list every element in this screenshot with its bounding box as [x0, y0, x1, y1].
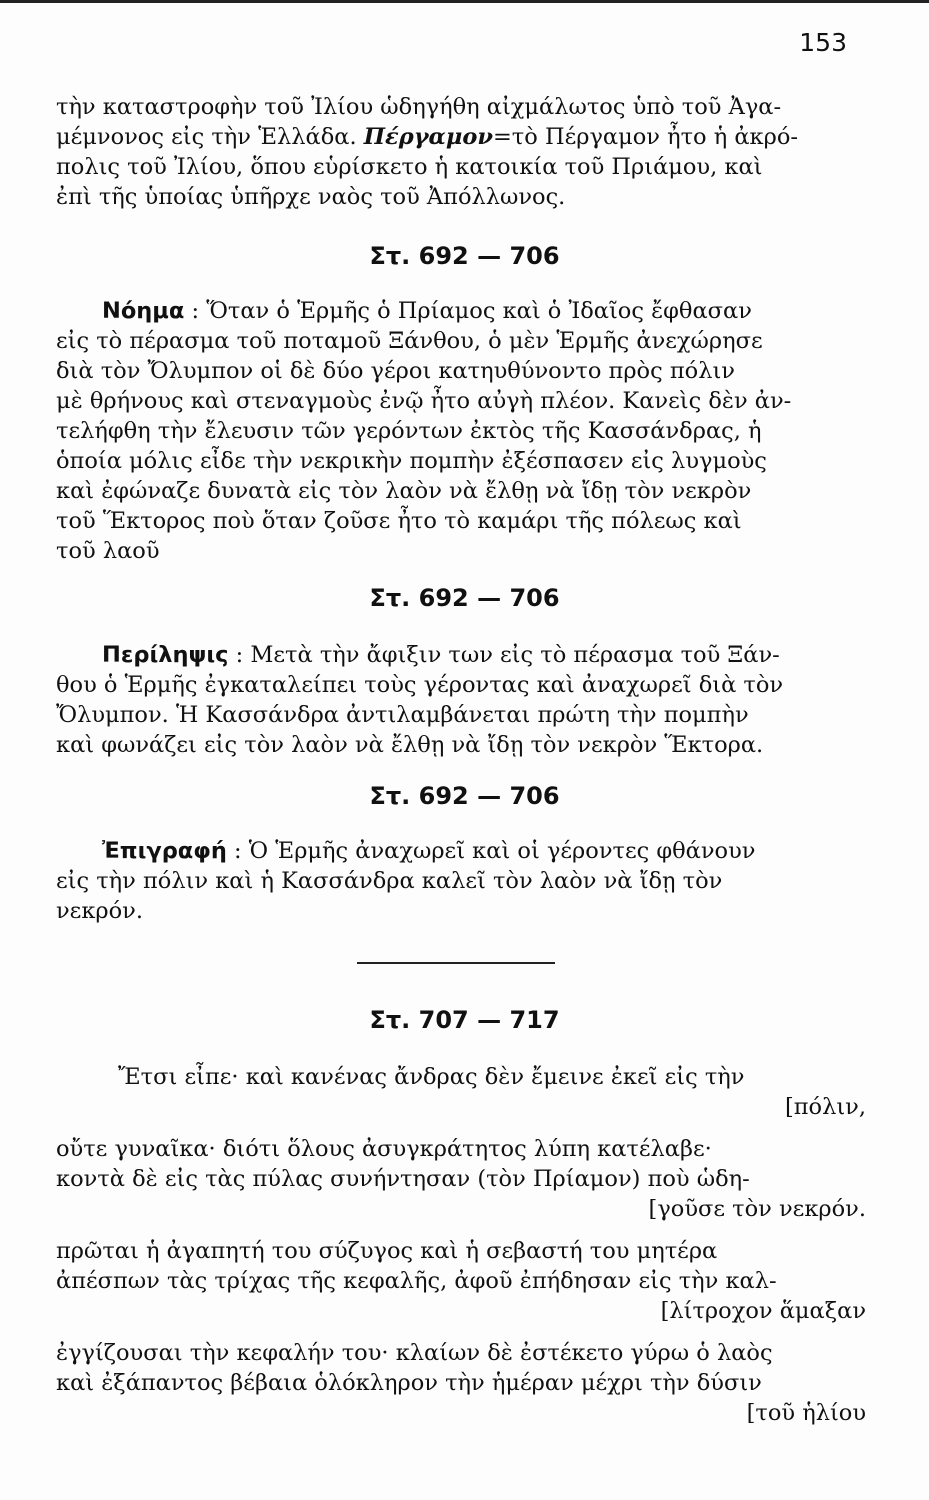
text-line: διὰ τὸν Ὄλυμπον οἱ δὲ δύο γέροι κατηυθύνοντο πρὸς πόλιν: [56, 358, 735, 384]
text-line: [56, 640, 856, 670]
section-heading: Στ. 692 — 706: [369, 584, 560, 612]
verse-line: ἐγγίζουσαι τὴν κεφαλήν του· κλαίων δὲ ἐστέκετο γύρω ὁ λαὸς: [56, 1340, 773, 1366]
verse-translation: [56, 1062, 866, 1428]
section-label: Περίληψις: [102, 642, 229, 668]
text-line: τοῦ λαοῦ: [56, 538, 160, 564]
text-line: πολις τοῦ Ἰλίου, ὅπου εὑρίσκετο ἡ κατοικία τοῦ Πριάμου, καὶ: [56, 154, 763, 180]
verse-line: καὶ ἐξάπαντος βέβαια ὁλόκληρον τὴν ἡμέραν μέχρι τὴν δύσιν: [56, 1370, 762, 1396]
text-line: καὶ ἐφώναζε δυνατὰ εἰς τὸν λαὸν νὰ ἔλθῃ νὰ ἴδῃ τὸν νεκρὸν: [56, 478, 752, 504]
verse-line: Ἔτσι εἶπε· καὶ κανένας ἄνδρας δὲν ἔμεινε ἐκεῖ εἰς τὴν: [118, 1064, 745, 1090]
text-line: θου ὁ Ἑρμῆς ἐγκαταλείπει τοὺς γέροντας καὶ ἀναχωρεῖ διὰ τὸν: [56, 672, 784, 698]
verse-line: οὔτε γυναῖκα· διότι ὅλους ἀσυγκράτητος λύπη κατέλαβε·: [56, 1136, 712, 1162]
intro-paragraph: [56, 92, 856, 212]
section-paragraph-perilipsis: [56, 640, 856, 760]
text-line-start: μέμνονος εἰς τὴν Ἑλλάδα.: [56, 124, 357, 150]
text-line: μὲ θρήνους καὶ στεναγμοὺς ἐνῷ ἦτο αὐγὴ πλέον. Κανεὶς δὲν ἀν-: [56, 388, 792, 414]
text-line: ὁποία μόλις εἶδε τὴν νεκρικὴν πομπὴν ἐξέσπασεν εἰς λυγμοὺς: [56, 448, 767, 474]
text-line: [56, 296, 856, 326]
text-line: ἐπὶ τῆς ὑποίας ὑπῆρχε ναὸς τοῦ Ἀπόλλωνος.: [56, 184, 566, 210]
text-line: τὴν καταστροφὴν τοῦ Ἰλίου ὡδηγήθη αἰχμάλωτος ὑπὸ τοῦ Ἀγα-: [56, 94, 782, 120]
verse-continuation: [λίτροχον ἅμαξαν: [660, 1298, 866, 1324]
section-label: Ἐπιγραφή: [102, 838, 227, 864]
verse-line: κοντὰ δὲ εἰς τὰς πύλας συνήντησαν (τὸν Πρίαμον) ποὺ ὡδη-: [56, 1166, 750, 1192]
verse-line: πρῶται ἡ ἀγαπητή του σύζυγος καὶ ἡ σεβαστή του μητέρα: [56, 1238, 718, 1264]
text-line: καὶ φωνάζει εἰς τὸν λαὸν νὰ ἔλθῃ νὰ ἴδῃ τὸν νεκρὸν Ἕκτορα.: [56, 732, 764, 758]
term-pergamon: Πέργαμον: [363, 124, 493, 150]
text-line: τοῦ Ἕκτορος ποὺ ὅταν ζοῦσε ἦτο τὸ καμάρι τῆς πόλεως καὶ: [56, 508, 742, 534]
term-definition: =τὸ Πέργαμον ἦτο ἡ ἀκρό-: [492, 124, 798, 150]
page-number: 153: [799, 28, 847, 57]
section-paragraph-noema: [56, 296, 856, 566]
text-line: Ὄλυμπον. Ἡ Κασσάνδρα ἀντιλαμβάνεται πρώτη τὴν πομπὴν: [56, 702, 749, 728]
section-heading: Στ. 692 — 706: [369, 782, 560, 810]
text-line-rest: : Ὅταν ὁ Ἑρμῆς ὁ Πρίαμος καὶ ὁ Ἰδαῖος ἔφθασαν: [191, 298, 752, 324]
text-line: τελήφθη τὴν ἔλευσιν τῶν γερόντων ἐκτὸς τῆς Κασσάνδρας, ἡ: [56, 418, 762, 444]
section-divider: [357, 962, 555, 964]
verse-continuation: [τοῦ ἡλίου: [746, 1400, 866, 1426]
text-line: εἰς τὴν πόλιν καὶ ἡ Κασσάνδρα καλεῖ τὸν λαὸν νὰ ἴδῃ τὸν: [56, 868, 723, 894]
text-line: [56, 836, 856, 866]
verse-continuation: [πόλιν,: [784, 1094, 866, 1120]
top-edge-line: [0, 0, 929, 3]
verse-continuation: [γοῦσε τὸν νεκρόν.: [648, 1196, 866, 1222]
section-label: Νόημα: [102, 298, 185, 324]
text-line-rest: : Μετὰ τὴν ἄφιξιν των εἰς τὸ πέρασμα τοῦ Ξάν-: [235, 642, 780, 668]
text-line: εἰς τὸ πέρασμα τοῦ ποταμοῦ Ξάνθου, ὁ μὲν Ἑρμῆς ἀνεχώρησε: [56, 328, 763, 354]
section-heading: Στ. 707 — 717: [369, 1006, 560, 1034]
section-paragraph-epigraphe: [56, 836, 856, 926]
verse-line: ἀπέσπων τὰς τρίχας τῆς κεφαλῆς, ἀφοῦ ἐπήδησαν εἰς τὴν καλ-: [56, 1268, 777, 1294]
section-heading: Στ. 692 — 706: [369, 242, 560, 270]
text-line: [56, 122, 856, 152]
text-line: νεκρόν.: [56, 898, 144, 924]
text-line-rest: : Ὁ Ἑρμῆς ἀναχωρεῖ καὶ οἱ γέροντες φθάνουν: [234, 838, 756, 864]
